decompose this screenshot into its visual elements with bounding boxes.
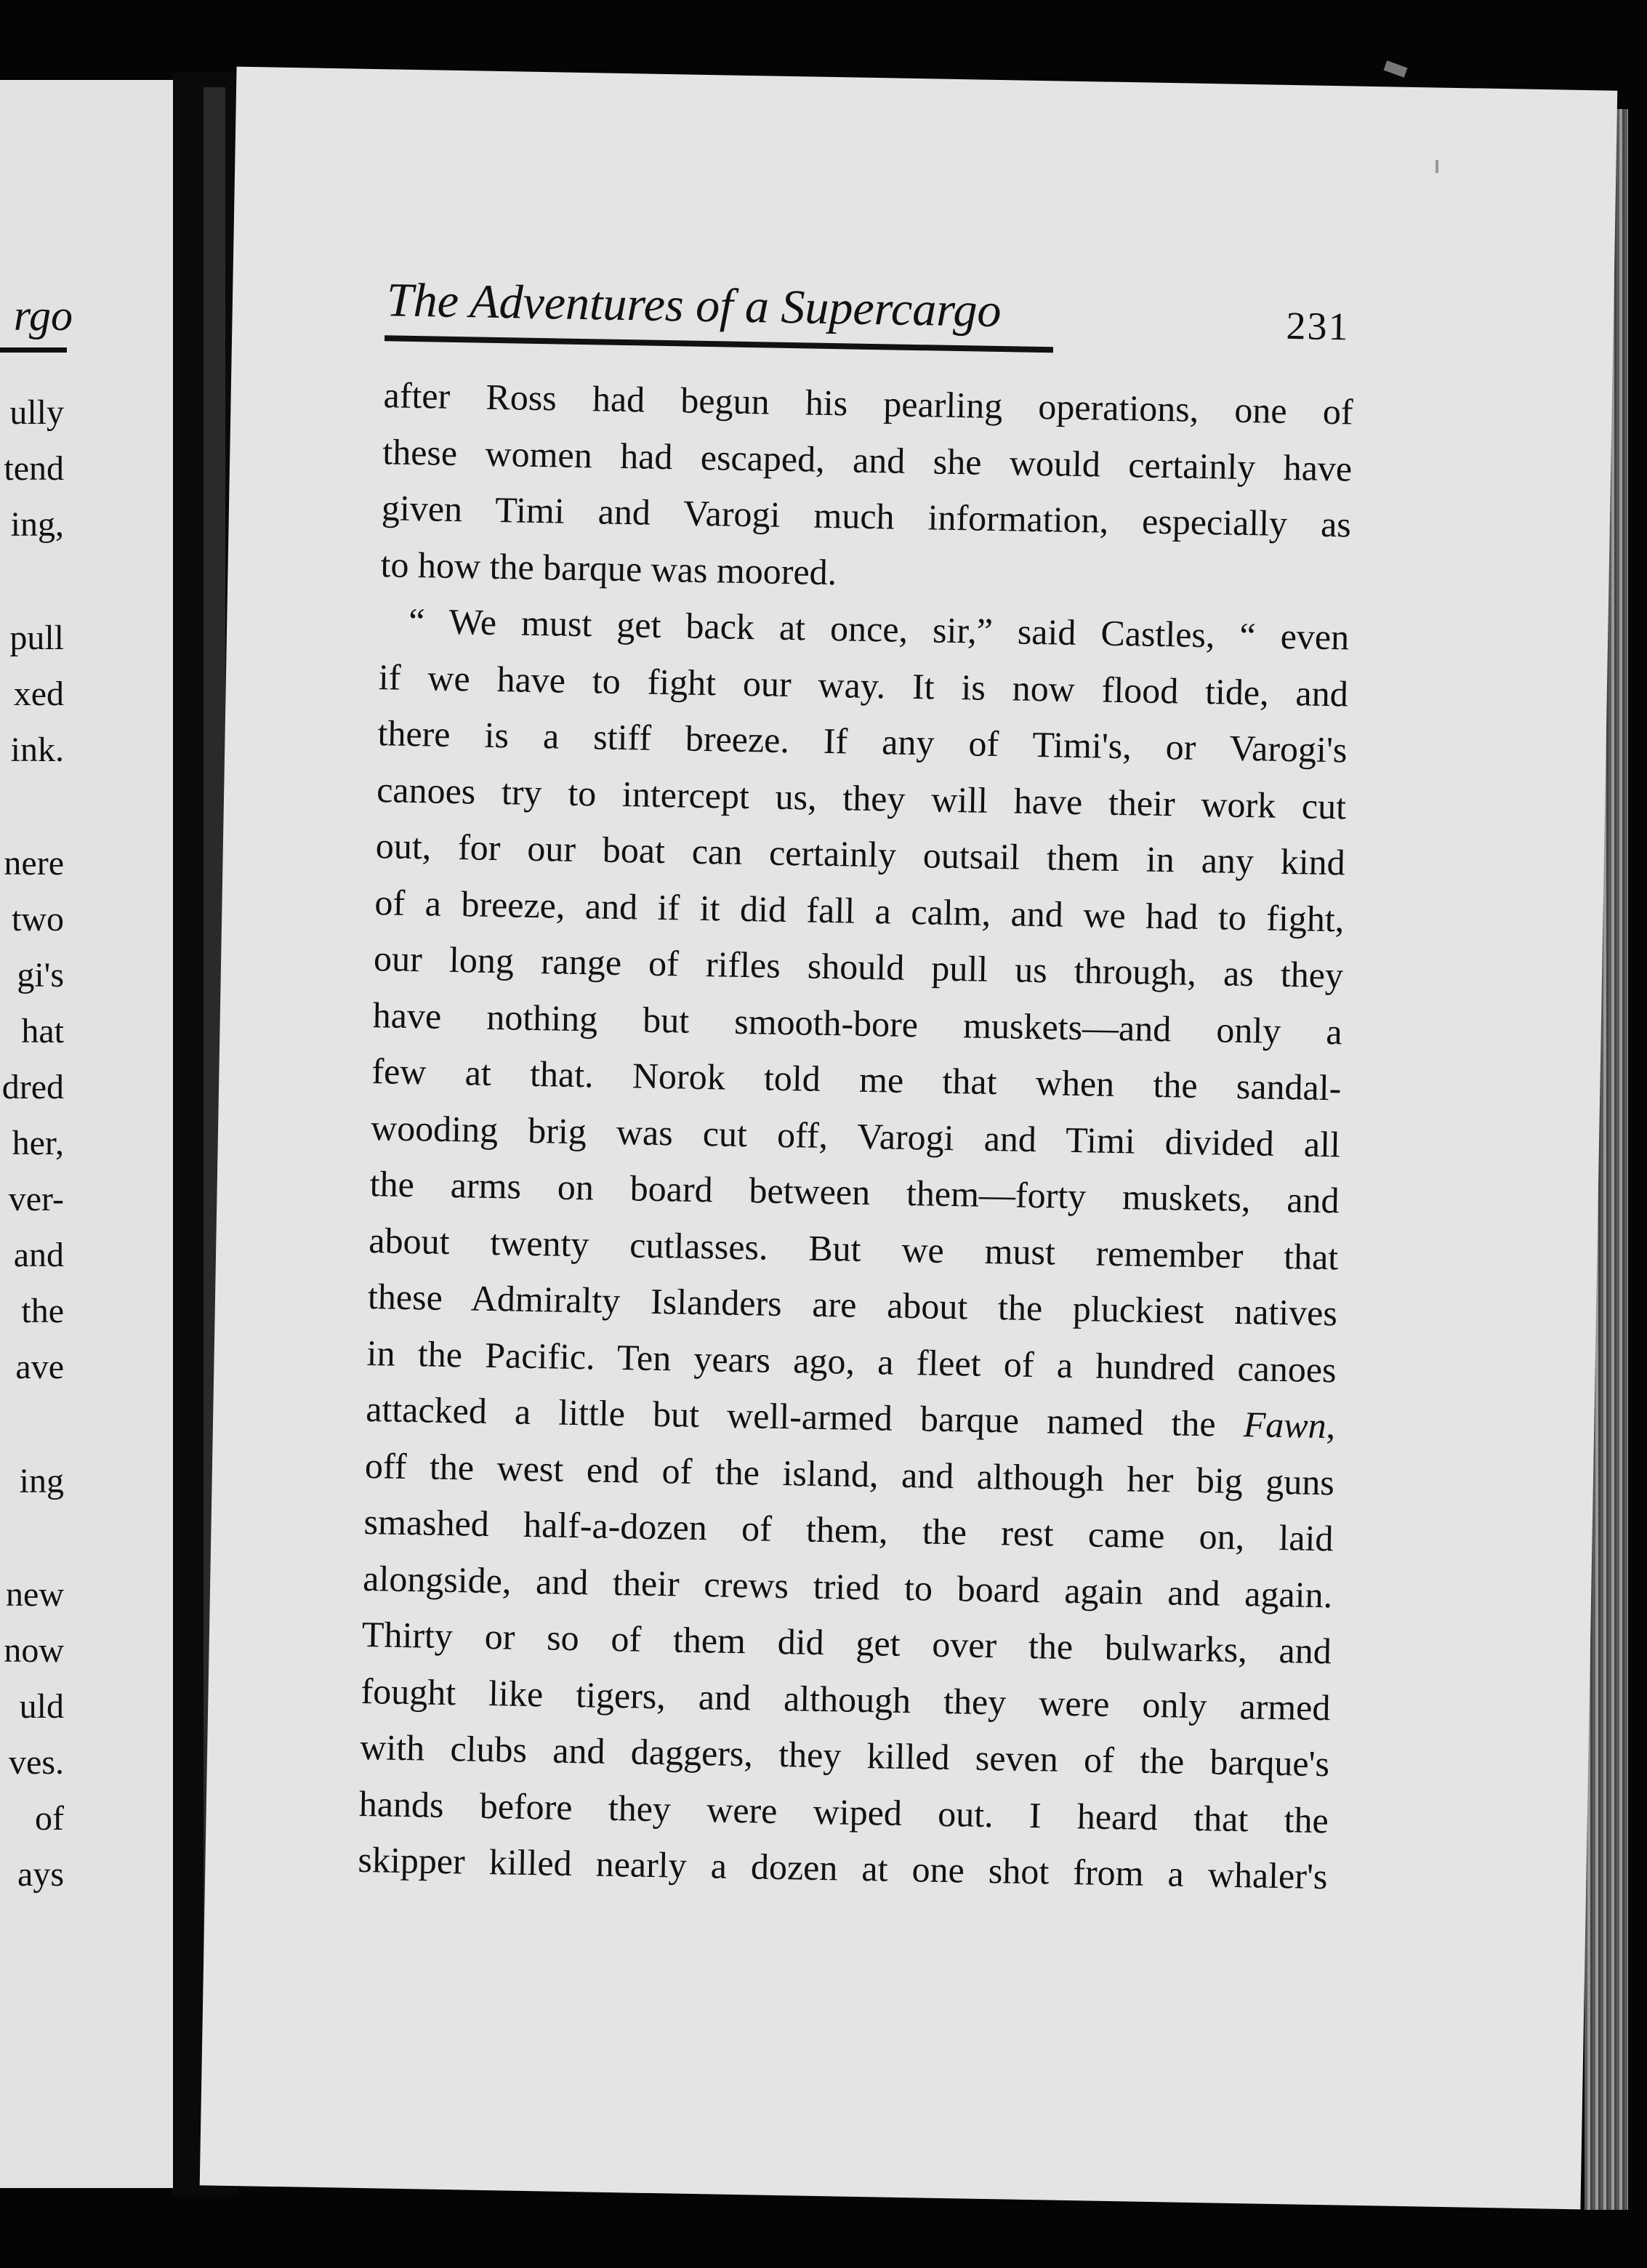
previous-page-line: hat bbox=[21, 1012, 64, 1050]
text-line: few at that. Norok told me that when the sandal- bbox=[371, 1050, 1342, 1109]
previous-page-line: and bbox=[13, 1236, 64, 1274]
text-line: attacked a little but well-armed barque named the Fawn, bbox=[365, 1388, 1336, 1447]
previous-page-header: rgo bbox=[13, 291, 73, 339]
text-line: our long range of rifles should pull us through, as they bbox=[373, 938, 1344, 996]
body-text bbox=[358, 367, 1353, 1905]
previous-page-line: ays bbox=[17, 1855, 64, 1894]
text-line: out, for our boat can certainly outsail them in any kind bbox=[375, 825, 1346, 883]
page-number: 231 bbox=[1286, 303, 1350, 349]
previous-page-line: new bbox=[6, 1575, 64, 1614]
previous-page-line: two bbox=[12, 900, 64, 938]
previous-page-line: her, bbox=[12, 1124, 64, 1162]
ship-name-italic: Fawn bbox=[1243, 1404, 1327, 1447]
text-line: after Ross had begun his pearling operations, one of bbox=[383, 374, 1354, 433]
previous-page-line: tend bbox=[4, 449, 64, 488]
previous-page-line: xed bbox=[13, 675, 64, 713]
text-line: with clubs and daggers, they killed seven of the barque's bbox=[359, 1726, 1330, 1785]
previous-page-line: ave bbox=[15, 1348, 64, 1386]
previous-page-line: dred bbox=[1, 1068, 64, 1106]
text-line: fought like tigers, and although they were only armed bbox=[361, 1670, 1331, 1728]
text-line: smashed half-a-dozen of them, the rest came on, laid bbox=[363, 1501, 1334, 1559]
previous-page-line: ing bbox=[19, 1462, 64, 1500]
previous-page-line: gi's bbox=[17, 956, 64, 994]
book-page bbox=[200, 67, 1618, 2210]
text-line: if we have to fight our way. It is now flood tide, and bbox=[378, 656, 1349, 714]
text-line: skipper killed nearly a dozen at one shot from a whaler's bbox=[358, 1838, 1328, 1897]
previous-page-line: pull bbox=[9, 619, 64, 657]
text-line: these Admiralty Islanders are about the pluckiest natives bbox=[367, 1276, 1338, 1334]
dust-speck bbox=[1435, 160, 1438, 173]
text-line: off the west end of the island, and although her big guns bbox=[364, 1444, 1335, 1503]
text-line: hands before they were wiped out. I heard that the bbox=[358, 1782, 1329, 1841]
previous-page-line: ing, bbox=[10, 505, 64, 544]
previous-page-header-rule bbox=[0, 347, 67, 353]
previous-page-line: the bbox=[21, 1292, 64, 1330]
text-line: Thirty or so of them did get over the bulwarks, and bbox=[361, 1613, 1332, 1672]
previous-page-line: ink. bbox=[10, 731, 64, 769]
text-line: in the Pacific. Ten years ago, a fleet of a hundred canoes bbox=[366, 1332, 1337, 1390]
text-line: “ We must get back at once, sir,” said Castles, “ even bbox=[408, 600, 1350, 658]
previous-page-line: ves. bbox=[9, 1743, 64, 1782]
text-line: the arms on board between them—forty muskets, and bbox=[369, 1163, 1340, 1221]
text-line: have nothing but smooth-bore muskets—and only a bbox=[372, 994, 1343, 1052]
text-line: about twenty cutlasses. But we must remember that bbox=[368, 1219, 1339, 1277]
text-line: canoes try to intercept us, they will have their work cut bbox=[376, 768, 1347, 827]
text-line: these women had escaped, and she would certainly have bbox=[382, 430, 1353, 489]
text-line: given Timi and Varogi much information, especially as bbox=[381, 487, 1352, 545]
previous-page-line: ully bbox=[9, 393, 64, 432]
text-line: wooding brig was cut off, Varogi and Timi divided all bbox=[370, 1106, 1341, 1165]
previous-page-line: uld bbox=[19, 1687, 64, 1726]
running-head: The Adventures of a Supercargo bbox=[386, 273, 1002, 338]
previous-page-line: now bbox=[4, 1631, 64, 1670]
text-line: alongside, and their crews tried to board again and again. bbox=[362, 1557, 1333, 1615]
dust-speck bbox=[1384, 60, 1408, 77]
previous-page-line: nere bbox=[4, 844, 64, 882]
text-line: of a breeze, and if it did fall a calm, and we had to fight, bbox=[374, 881, 1345, 939]
text-line: to how the barque was moored. bbox=[380, 543, 837, 592]
previous-page-line: of bbox=[35, 1799, 64, 1838]
previous-page-line: ver- bbox=[8, 1180, 64, 1218]
text-line: there is a stiff breeze. If any of Timi's, or Varogi's bbox=[377, 712, 1348, 771]
